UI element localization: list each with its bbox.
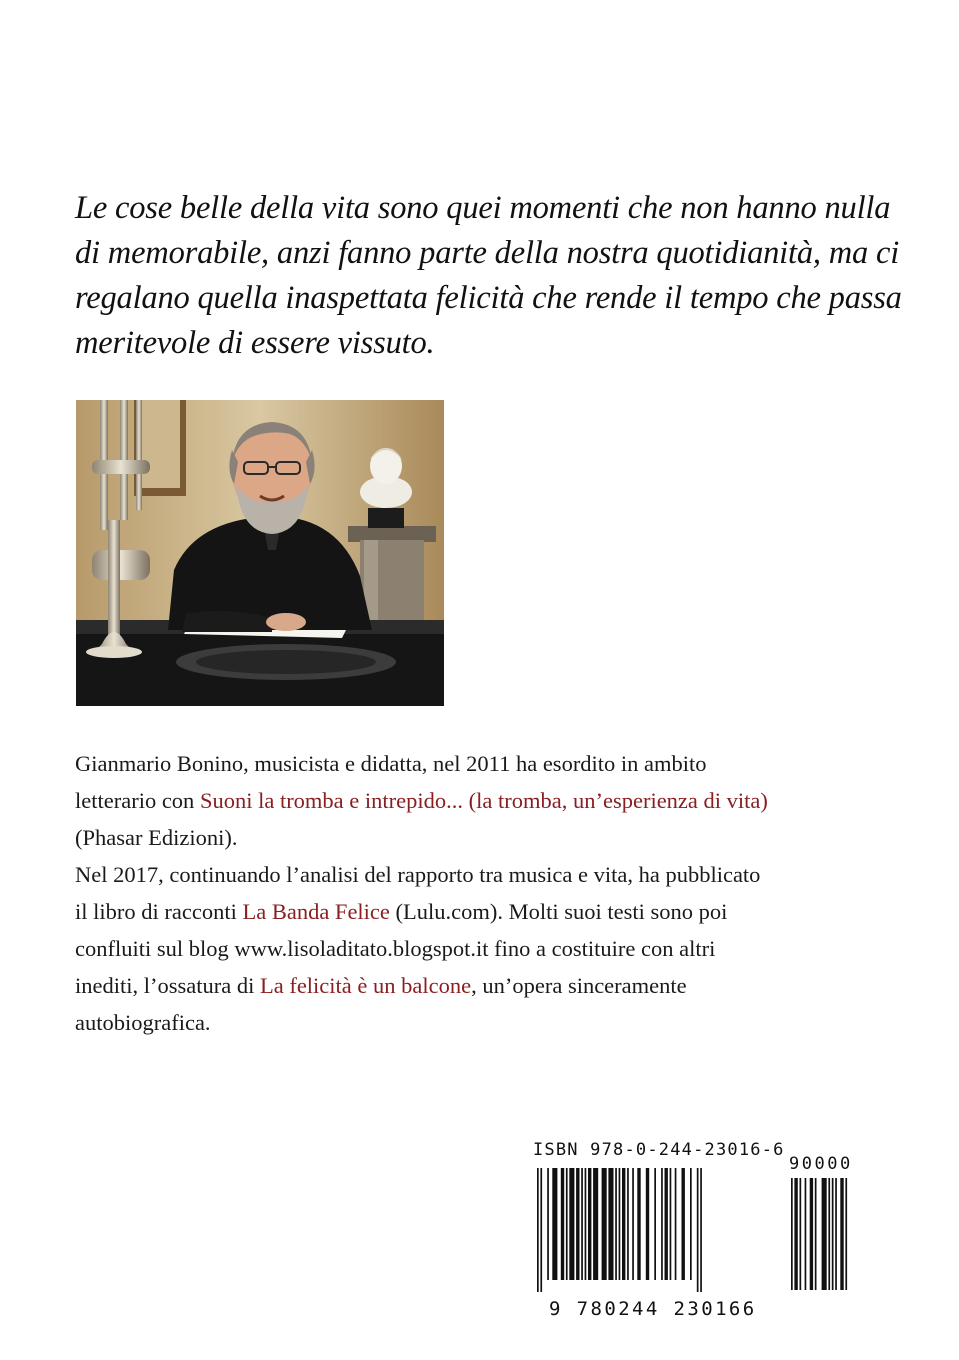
barcode-bar [840, 1178, 843, 1290]
barcode-bar [700, 1168, 702, 1292]
barcode-bar [540, 1168, 542, 1292]
author-bio [75, 745, 895, 1041]
quote-line: Le cose belle della vita sono quei momenti che non hanno nulla [75, 190, 891, 226]
barcode-bar [822, 1178, 827, 1290]
barcode-bar [800, 1178, 802, 1290]
barcode-bar [661, 1168, 663, 1280]
isbn-barcode [533, 1140, 883, 1340]
barcode-bar [561, 1168, 564, 1280]
back-cover-quote [75, 186, 902, 366]
barcode-bar [569, 1168, 574, 1280]
author-photo-illustration [76, 400, 444, 706]
bio-line [75, 967, 895, 1004]
barcode-bar [566, 1168, 568, 1280]
barcode-bar [665, 1168, 668, 1280]
barcode-bar [637, 1168, 640, 1280]
barcode-bar [581, 1168, 583, 1280]
barcode-bar [828, 1178, 830, 1290]
barcode-bar [615, 1168, 617, 1280]
barcode-bar [593, 1168, 598, 1280]
bio-line: autobiografica. [75, 1010, 211, 1035]
barcode-bar [547, 1168, 549, 1280]
bio-text: (Lulu.com). Molti suoi testi sono poi [389, 899, 728, 924]
barcode-bar [794, 1178, 797, 1290]
barcode-bar [627, 1168, 629, 1280]
book-title-la-banda-felice: La Banda Felice [242, 899, 390, 924]
quote-line: regalano quella inaspettata felicità che rende il tempo che passa [75, 280, 902, 316]
bio-text: , un’opera sinceramente [471, 973, 687, 998]
barcode-bars [533, 1140, 883, 1300]
barcode-bar [815, 1178, 817, 1290]
barcode-bar [588, 1168, 591, 1280]
barcode-bar [537, 1168, 539, 1292]
bio-text: inediti, l’ossatura di [75, 973, 260, 998]
isbn-label: ISBN 978-0-244-23016-6 [533, 1140, 785, 1160]
bio-line [75, 893, 895, 930]
book-title-la-felicita-e-un-balcone: La felicità è un balcone [259, 973, 472, 998]
barcode-bar [675, 1168, 677, 1280]
barcode-bar [832, 1178, 834, 1290]
barcode-bar [670, 1168, 672, 1280]
author-photo [76, 400, 444, 706]
barcode-bar [602, 1168, 607, 1280]
barcode-bar [810, 1178, 813, 1290]
barcode-bar [682, 1168, 685, 1280]
bio-line: Nel 2017, continuando l’analisi del rapporto tra musica e vita, ha pubblicato [75, 862, 761, 887]
barcode-bar [632, 1168, 634, 1280]
bio-line: Gianmario Bonino, musicista e didatta, nel 2011 ha esordito in ambito [75, 751, 707, 776]
barcode-bar [654, 1168, 656, 1280]
barcode-bar [622, 1168, 625, 1280]
barcode-bar [585, 1168, 587, 1280]
barcode-bar [791, 1178, 793, 1290]
bio-line: (Phasar Edizioni). [75, 825, 238, 850]
book-title-suoni-la-tromba: Suoni la tromba e intrepido... (la tromba, un’esperienza di vita) [199, 788, 768, 813]
barcode-bar [690, 1168, 692, 1280]
bio-text: letterario con [75, 788, 200, 813]
barcode-addon-digits: 90000 [789, 1154, 853, 1174]
bio-line [75, 782, 895, 819]
barcode-bar [845, 1178, 847, 1290]
barcode-bar [646, 1168, 649, 1280]
barcode-bar [552, 1168, 557, 1280]
barcode-bar [805, 1178, 807, 1290]
barcode-bar [608, 1168, 613, 1280]
barcode-bar [619, 1168, 621, 1280]
bio-text: il libro di racconti [75, 899, 243, 924]
quote-line: meritevole di essere vissuto. [75, 325, 435, 361]
barcode-bar [576, 1168, 579, 1280]
barcode-bar [835, 1178, 837, 1290]
barcode-digits: 9 780244 230166 [549, 1298, 757, 1320]
bio-line: confluiti sul blog www.lisoladitato.blogspot.it fino a costituire con altri [75, 936, 716, 961]
barcode-bar [697, 1168, 699, 1292]
quote-line: di memorabile, anzi fanno parte della nostra quotidianità, ma ci [75, 235, 900, 271]
